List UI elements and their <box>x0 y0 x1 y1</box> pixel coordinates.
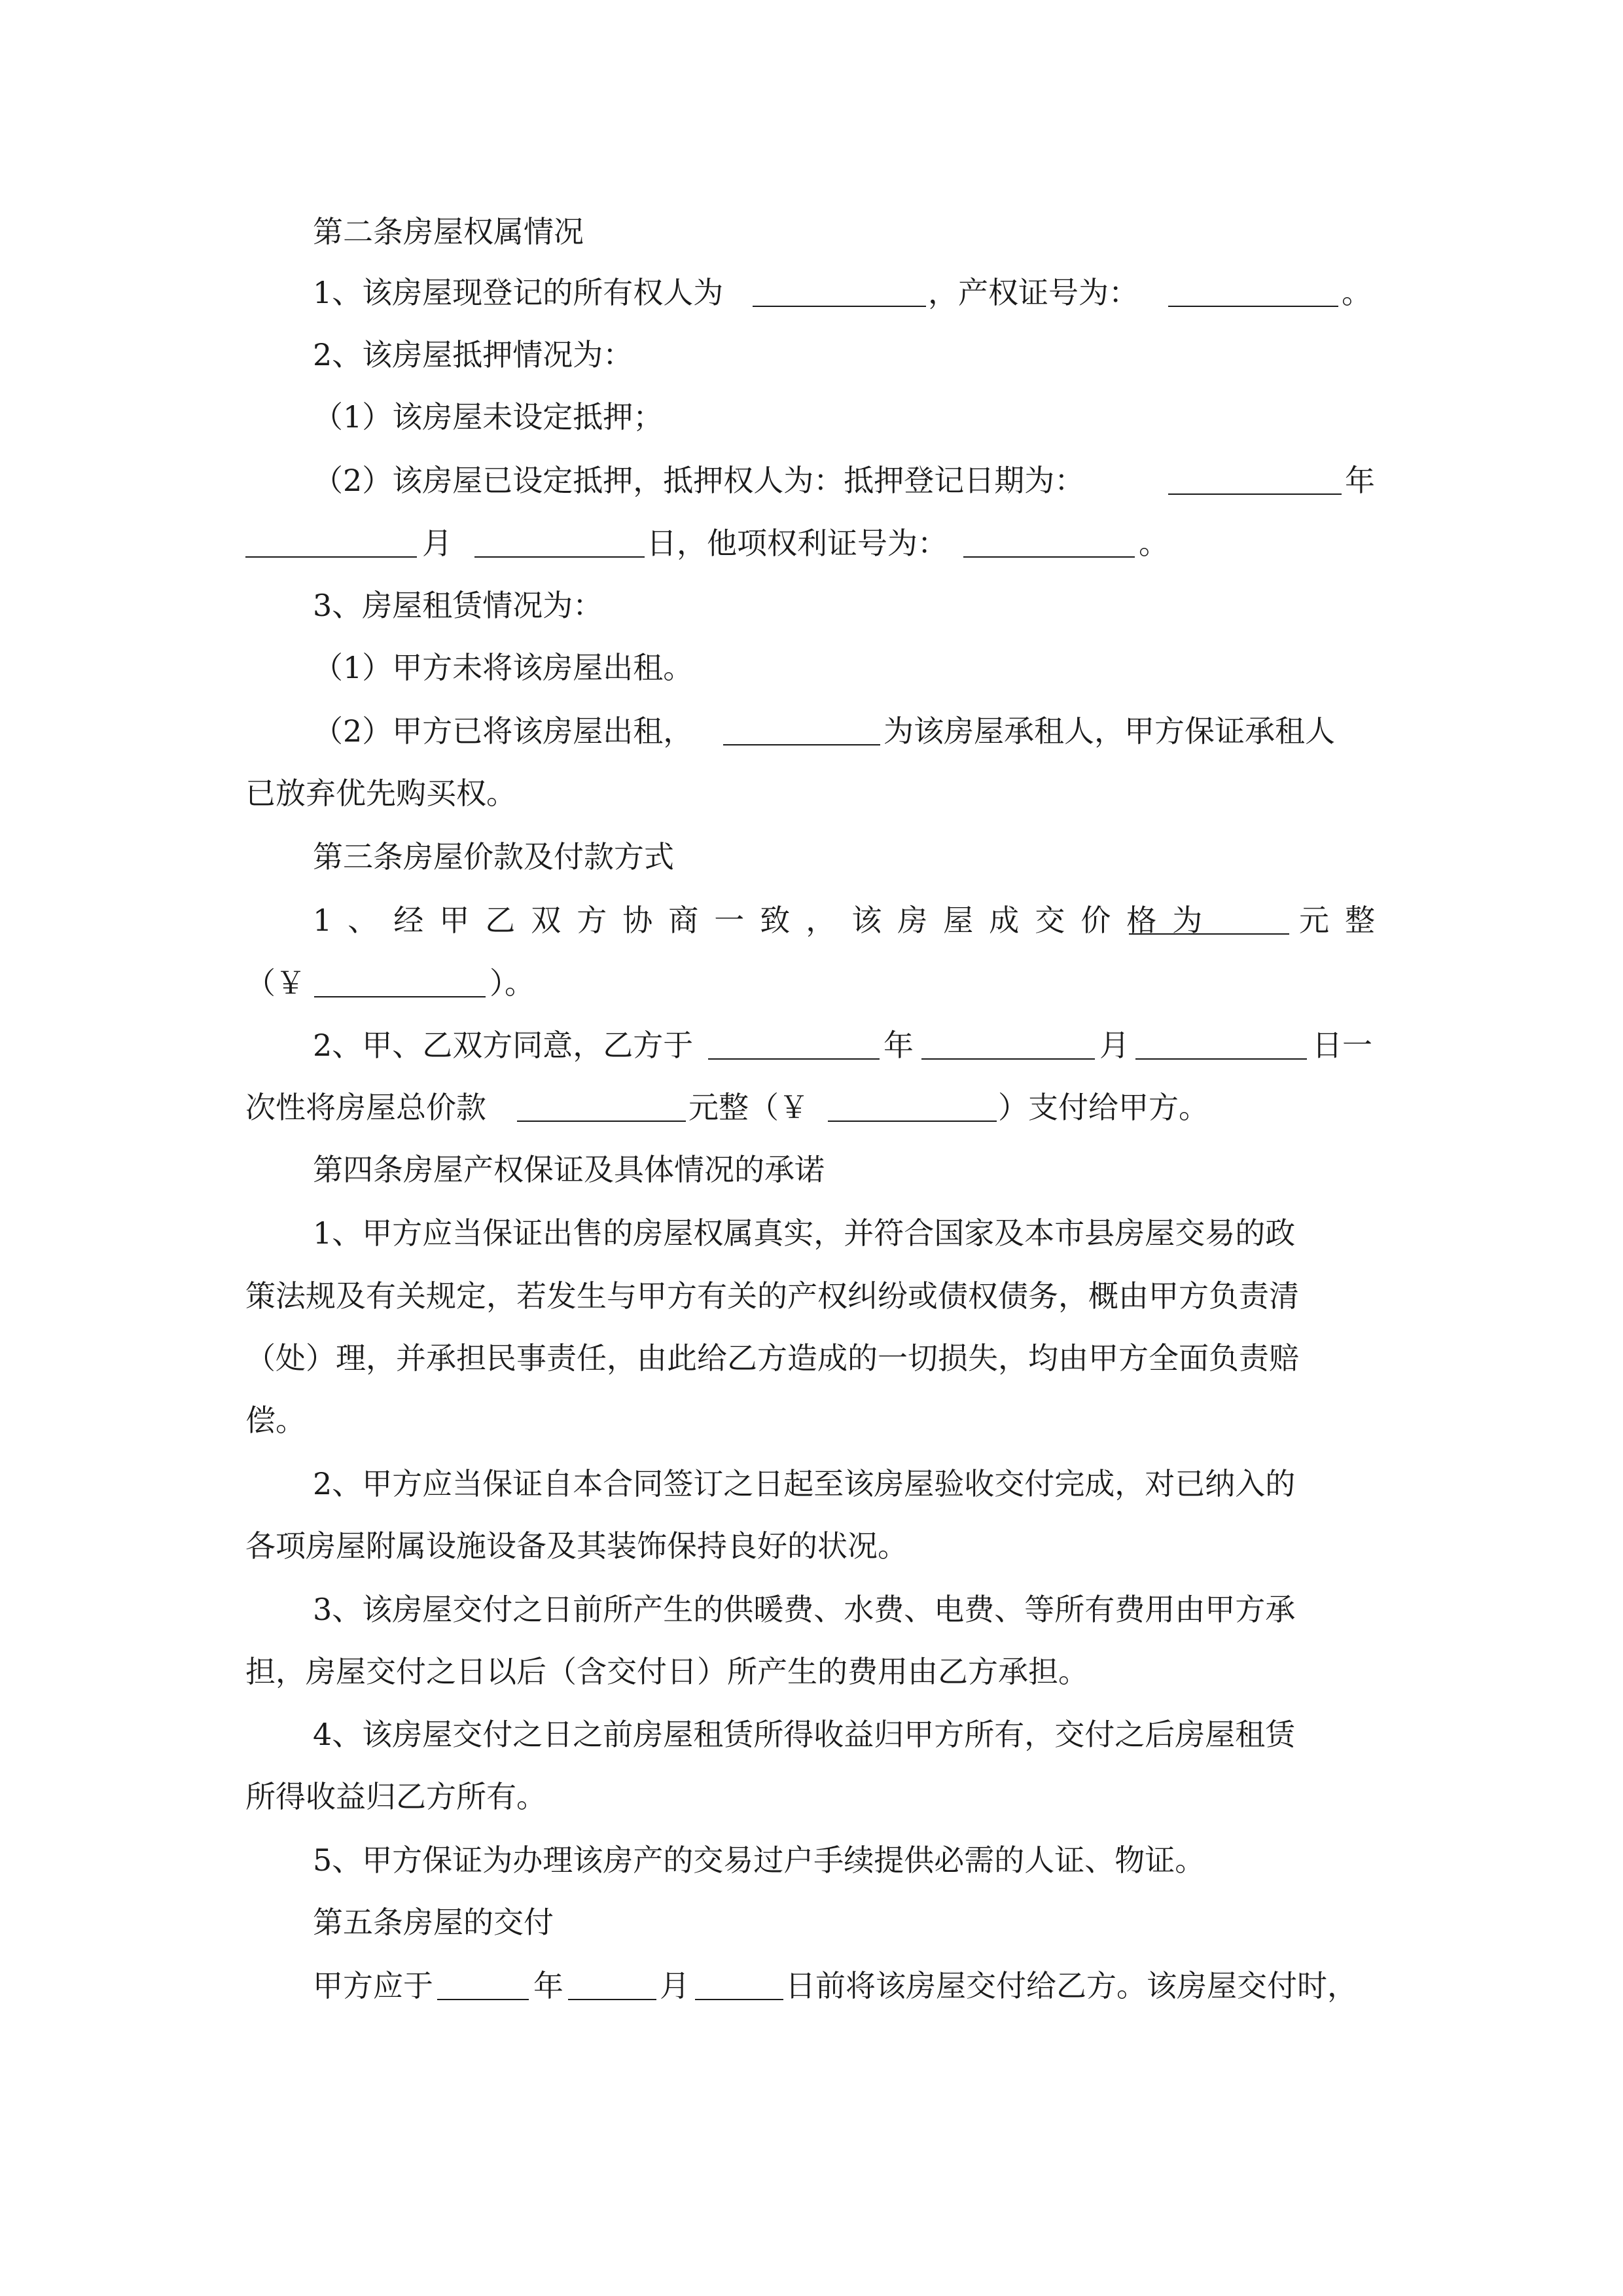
article4-item2-l2-line <box>0 1525 1623 1567</box>
delivery-month-label: 月 <box>660 1968 690 2003</box>
article4-item3-l1: 3、该房屋交付之日前所产生的供暖费、水费、电费、等所有费用由甲方承 <box>313 1592 1296 1627</box>
delivery-year-label: 年 <box>533 1968 563 2003</box>
article3-heading: 第三条房屋价款及付款方式 <box>313 839 674 874</box>
article4-item1-l4-line <box>0 1399 1623 1441</box>
article2-item3-2-text: （2）甲方已将该房屋出租， <box>313 713 694 749</box>
article2-heading: 第二条房屋权属情况 <box>313 214 584 249</box>
article4-item1-l1: 1、甲方应当保证出售的房屋权属真实，并符合国家及本市县房屋交易的政 <box>313 1215 1296 1251</box>
mortgage-year-blank[interactable] <box>1168 459 1342 495</box>
article4-item1-l4: 偿。 <box>245 1403 306 1438</box>
article2-item3-1: （1）甲方未将该房屋出租。 <box>313 650 694 685</box>
other-right-cert-blank[interactable] <box>963 522 1135 558</box>
article5-l1-text2: 日前将该房屋交付给乙方。该房屋交付时， <box>785 1968 1357 2003</box>
price-blank[interactable] <box>1129 899 1289 935</box>
payment-day-label: 日一 <box>1312 1028 1372 1063</box>
price-figure-blank[interactable] <box>314 962 486 997</box>
mortgage-day-blank[interactable] <box>474 522 645 558</box>
article4-item4-l2-line <box>0 1776 1623 1818</box>
article2-heading-line <box>0 211 1623 253</box>
delivery-day-blank[interactable] <box>695 1965 783 2000</box>
article3-item2-line <box>0 1024 1623 1066</box>
article2-item1-text: 1、该房屋现登记的所有权人为 <box>313 275 724 310</box>
total-price-figure-blank[interactable] <box>828 1086 997 1122</box>
article2-item1-end: 。 <box>1342 275 1372 310</box>
article2-item3-2-cont: 已放弃优先购买权。 <box>245 776 516 811</box>
day-other-right-label: 日，他项权利证号为： <box>647 526 948 561</box>
delivery-month-blank[interactable] <box>568 1965 656 2000</box>
yuan-label: 元整 <box>1299 903 1391 938</box>
year-label: 年 <box>1345 463 1375 498</box>
rmb-close: ）。 <box>490 965 535 1001</box>
rmb-open: （￥ <box>245 965 306 1001</box>
article2-item2: 2、该房屋抵押情况为： <box>313 337 633 372</box>
article4-item4-l1-line <box>0 1713 1623 1755</box>
article3-item2-cont-text2: 元整（￥ <box>688 1090 809 1125</box>
article2-item2-line <box>0 334 1623 376</box>
article4-item2-l2: 各项房屋附属设施设备及其装饰保持良好的状况。 <box>245 1528 908 1564</box>
article2-item1-line <box>0 272 1623 314</box>
article2-item3-2-text2: 为该房屋承租人，甲方保证承租人 <box>883 713 1335 749</box>
article5-heading: 第五条房屋的交付 <box>313 1905 554 1940</box>
delivery-year-blank[interactable] <box>437 1965 529 2000</box>
month-label: 月 <box>422 526 452 561</box>
owner-name-blank[interactable] <box>753 272 926 307</box>
article2-item2-2-line <box>0 459 1623 501</box>
article4-item4-l2: 所得收益归乙方所有。 <box>245 1779 546 1814</box>
article4-heading: 第四条房屋产权保证及具体情况的承诺 <box>313 1152 825 1187</box>
article2-item3-1-line <box>0 647 1623 689</box>
article4-item4-l1: 4、该房屋交付之日之前房屋租赁所得收益归甲方所有，交付之后房屋租赁 <box>313 1717 1296 1752</box>
article3-item2-cont-text: 次性将房屋总价款 <box>245 1090 486 1125</box>
payment-year-label: 年 <box>883 1028 914 1063</box>
payment-year-blank[interactable] <box>708 1024 880 1060</box>
article2-item1-text2: ，产权证号为： <box>928 275 1139 310</box>
article4-item2-l1: 2、甲方应当保证自本合同签订之日起至该房屋验收交付完成，对已纳入的 <box>313 1466 1296 1501</box>
article5-heading-line <box>0 1901 1623 1943</box>
article3-item1-text: 1、经甲乙双方协商一致，该房屋成交价格为 <box>313 903 1219 938</box>
article4-item1-l3: （处）理，并承担民事责任，由此给乙方造成的一切损失，均由甲方全面负责赔 <box>245 1340 1299 1376</box>
article4-item1-l3-line <box>0 1337 1623 1379</box>
article4-item1-l2: 策法规及有关规定，若发生与甲方有关的产权纠纷或债权债务，概由甲方负责清 <box>245 1278 1299 1314</box>
tenant-name-blank[interactable] <box>723 710 880 745</box>
mortgage-month-blank[interactable] <box>245 522 417 558</box>
article5-l1-text: 甲方应于 <box>313 1968 433 2003</box>
article4-item1-l1-line <box>0 1212 1623 1254</box>
article4-item3-l2-line <box>0 1651 1623 1693</box>
article2-item3-2-line <box>0 710 1623 752</box>
article4-item1-l2-line <box>0 1275 1623 1317</box>
article3-item1-line <box>0 899 1623 941</box>
payment-month-blank[interactable] <box>921 1024 1095 1060</box>
article4-item2-l1-line <box>0 1463 1623 1505</box>
title-cert-number-blank[interactable] <box>1168 272 1338 307</box>
article3-item2-cont-text3: ）支付给甲方。 <box>998 1090 1209 1125</box>
article2-item2-2-text: （2）该房屋已设定抵押，抵押权人为：抵押登记日期为： <box>313 463 1085 498</box>
article2-item2-2-end: 。 <box>1139 526 1169 561</box>
article2-item2-1: （1）该房屋未设定抵押； <box>313 399 664 435</box>
article5-l1-line <box>0 1965 1623 2007</box>
article2-item3: 3、房屋租赁情况为： <box>313 588 603 623</box>
article3-item2-cont-line <box>0 1086 1623 1128</box>
article4-item5: 5、甲方保证为办理该房产的交易过户手续提供必需的人证、物证。 <box>313 1842 1205 1878</box>
payment-day-blank[interactable] <box>1135 1024 1307 1060</box>
article2-item3-2-cont-line <box>0 772 1623 814</box>
article3-item2-text: 2、甲、乙双方同意，乙方于 <box>313 1028 694 1063</box>
total-price-blank[interactable] <box>517 1086 686 1122</box>
article4-item5-line <box>0 1839 1623 1881</box>
article3-heading-line <box>0 836 1623 878</box>
article2-item2-2-cont-line <box>0 522 1623 564</box>
article4-item3-l2: 担，房屋交付之日以后（含交付日）所产生的费用由乙方承担。 <box>245 1654 1088 1689</box>
article2-item2-1-line <box>0 396 1623 438</box>
article3-item1-cont-line <box>0 962 1623 1004</box>
article4-item3-l1-line <box>0 1588 1623 1630</box>
article2-item3-line <box>0 584 1623 626</box>
article4-heading-line <box>0 1149 1623 1191</box>
payment-month-label: 月 <box>1099 1028 1130 1063</box>
